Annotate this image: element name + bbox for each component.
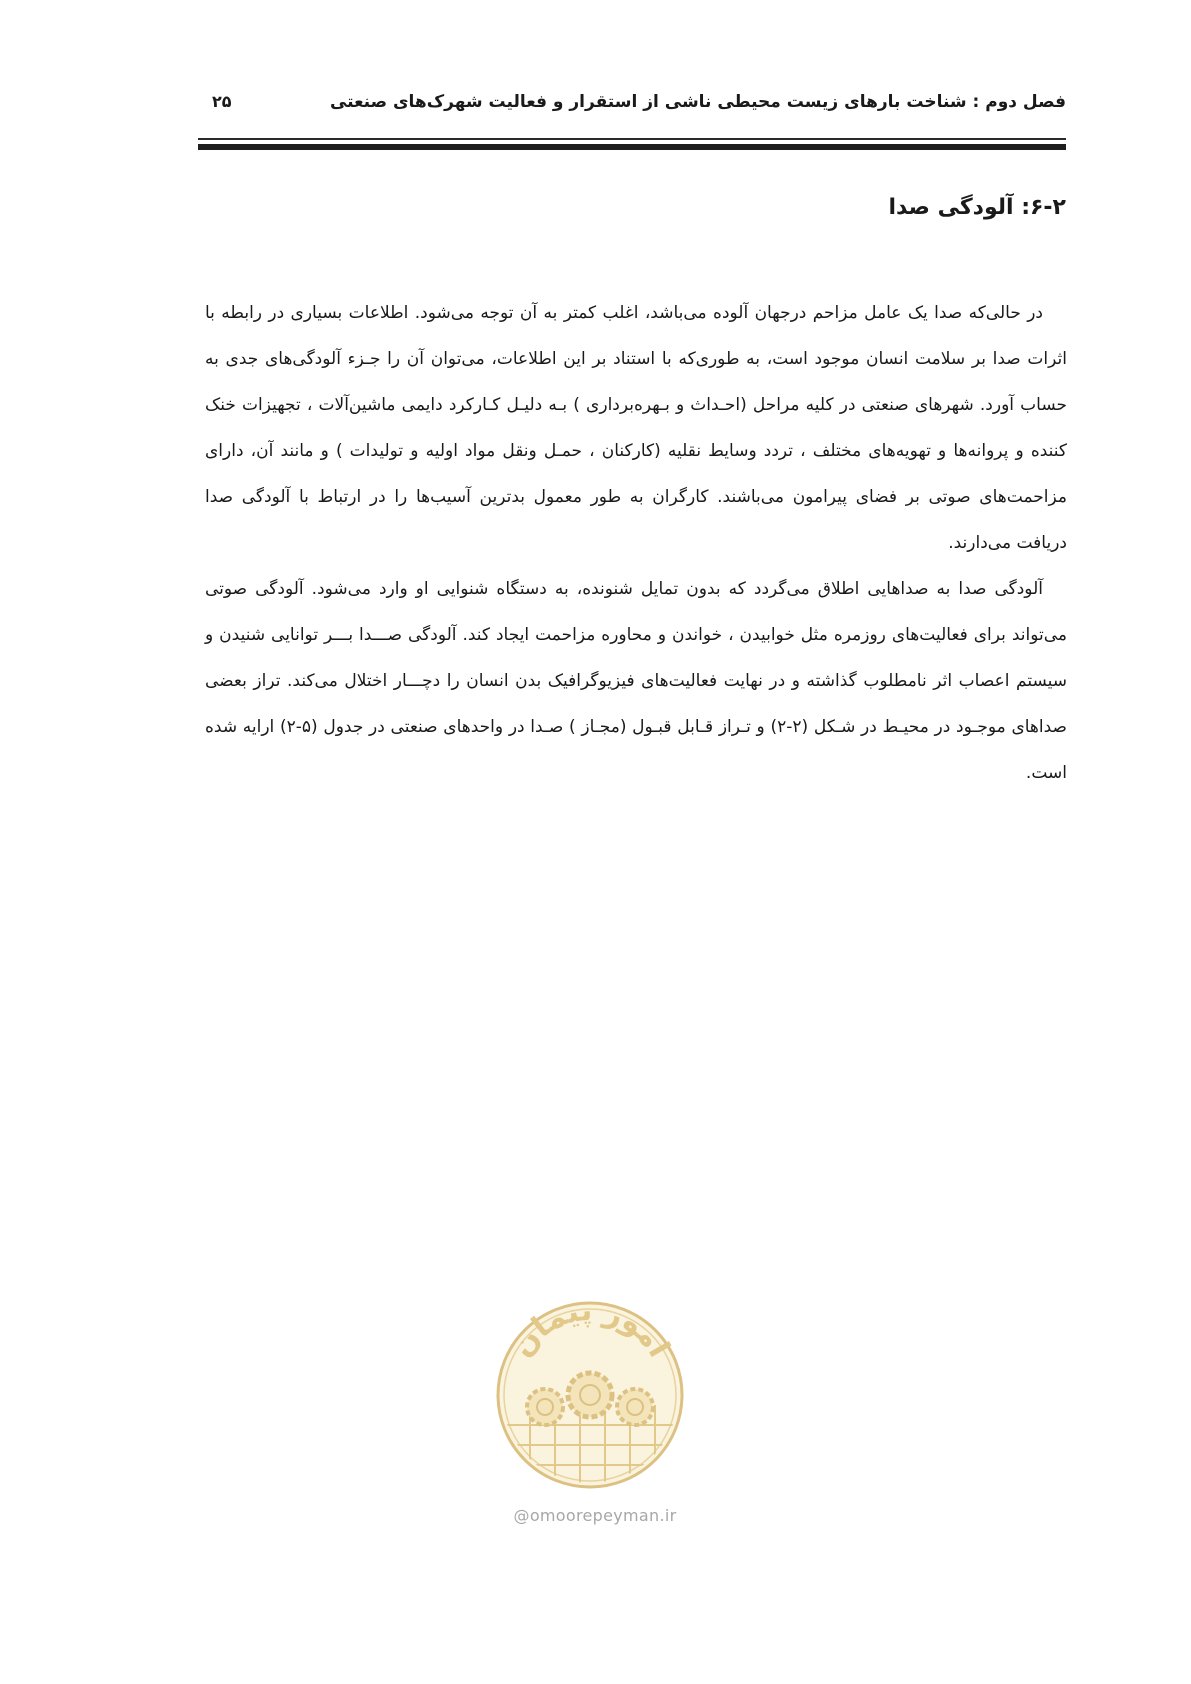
gear-icon-right [617, 1389, 653, 1425]
header-rule-thin [198, 138, 1066, 140]
section-heading: ۶-۲: آلودگی صدا [888, 195, 1066, 220]
paragraph-2: آلودگی صدا به صداهایی اطلاق می‌گردد که بدون تمایل شنونده، به دستگاه شنوایی او وارد می‌شود. آلودگی صوتی می‌تواند برای فعالیت‌های روزمره مثل خوابیدن ، خواندن و محاوره مزاحمت ایجاد کند. آلودگی صـــدا بـــر توانایی شنیدن و سیستم اعصاب اثر نامطلوب گذاشته و در نهایت فعالیت‌های فیزیوگرافیک بدن انسان را دچـــار اختلال می‌کند. تراز بعضی صداهای موجـود در محیـط در شـکل (۲-۲) و تـراز قـابل قبـول (مجـاز ) صـدا در واحدهای صنعتی در جدول (۵-۲) ارایه شده است. [205, 579, 1067, 783]
watermark-logo-text: امور پیمان [504, 1295, 677, 1364]
watermark-caption: @omoorepeyman.ir [513, 1506, 677, 1525]
body-text [205, 290, 1067, 796]
gear-icon-center [568, 1373, 612, 1417]
page-header [198, 92, 1066, 132]
page-number: ۲۵ [212, 92, 232, 111]
gear-icon-left [527, 1389, 563, 1425]
paragraph-1: در حالی‌که صدا یک عامل مزاحم درجهان آلوده می‌باشد، اغلب کمتر به آن توجه می‌شود. اطلاعات بسیاری در رابطه با اثرات صدا بر سلامت انسان موجود است، به طوری‌که با استناد بر این اطلاعات، می‌توان آن را جـزء آلودگی‌های جدی به حساب آورد. شهرهای صنعتی در کلیه مراحل (احـداث و بـهره‌برداری ) بـه دلیـل کـارکرد دایمی ماشین‌آلات ، تجهیزات خنک کننده و پروانه‌ها و تهویه‌های مختلف ، تردد وسایط نقلیه (کارکنان ، حمـل ونقل مواد اولیه و تولیدات ) و مانند آن، دارای مزاحمت‌های صوتی بر فضای پیرامون می‌باشند. کارگران به طور معمول بدترین آسیب‌ها را در ارتباط با آلودگی صدا دریافت می‌دارند. [205, 303, 1067, 553]
watermark-logo [490, 1295, 690, 1495]
chapter-title: فصل دوم : شناخت بارهای زیست محیطی ناشی از استقرار و فعالیت شهرک‌های صنعتی [329, 92, 1066, 112]
header-rule-thick [198, 144, 1066, 150]
